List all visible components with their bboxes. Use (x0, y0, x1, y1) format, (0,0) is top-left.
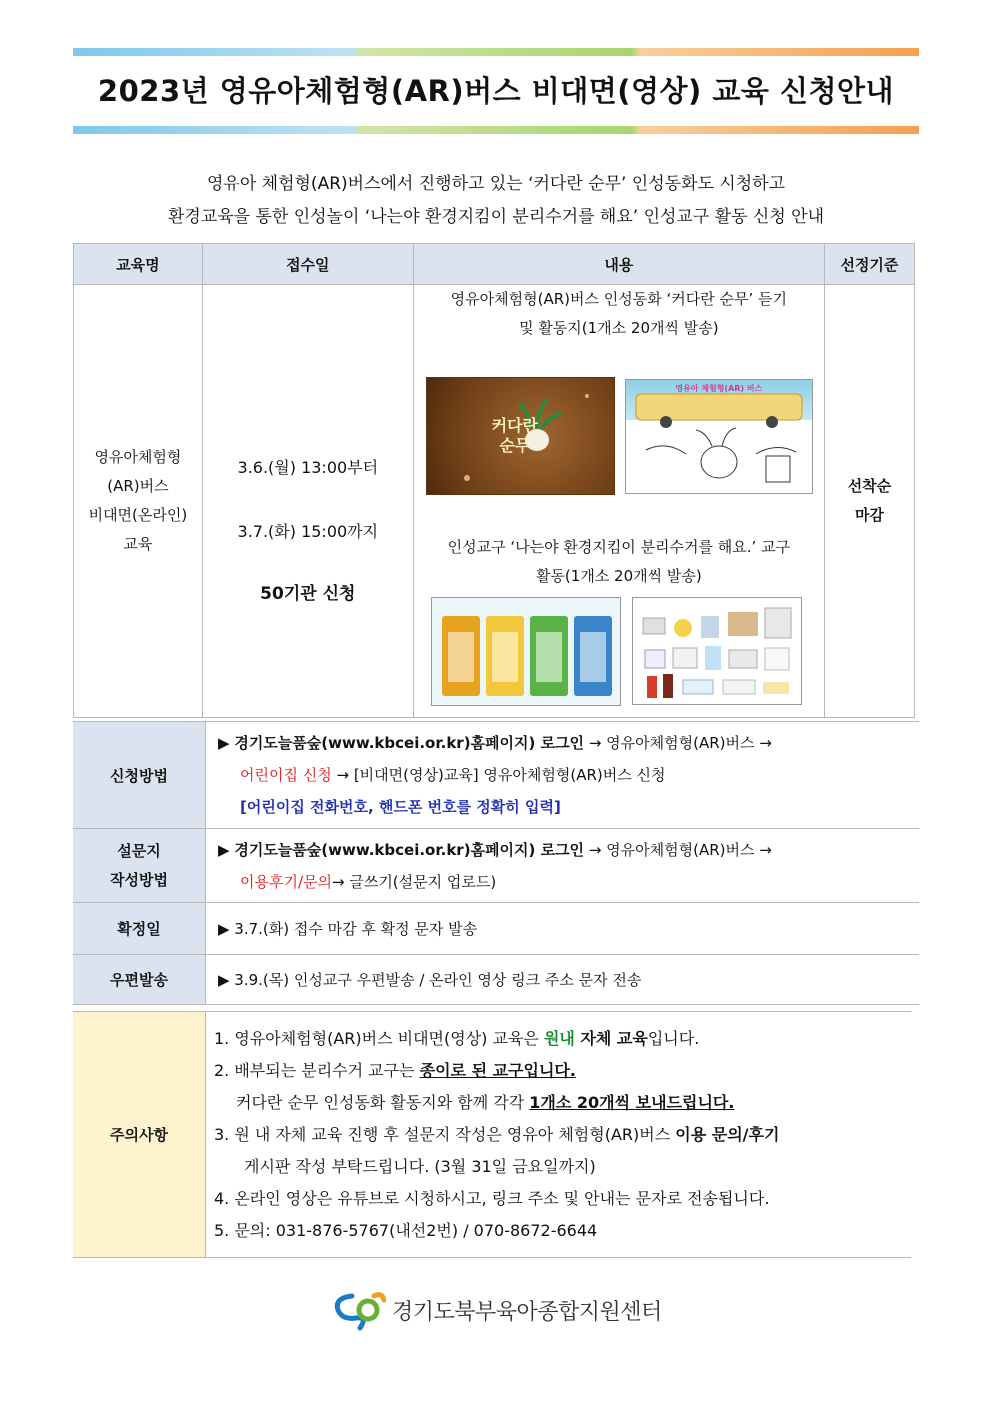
page-title: 2023년 영유아체험형(AR)버스 비대면(영상) 교육 신청안내 (97, 74, 895, 108)
table-header-row (74, 244, 915, 285)
apply-arrow-2: → [비대면(영상)교육] 영유아체험형(AR)버스 신청 (331, 766, 666, 784)
content-item-2-line-1: 인성교구 ‘나는야 환경지킴이 분리수거를 해요.’ 교구 (447, 538, 791, 556)
content-item-1 (414, 285, 824, 343)
criteria-line: 마감 (854, 506, 884, 524)
criteria-line: 선착순 (847, 477, 892, 495)
notice-item-1 (214, 1023, 911, 1055)
notice-row (73, 1012, 911, 1258)
confirm-label: 확정일 (73, 903, 206, 955)
notice-2-cont-text: 커다란 순무 인성동화 활동지와 함께 각각 (236, 1092, 530, 1112)
apply-row (73, 722, 919, 829)
bus-drawing-icon (626, 380, 812, 493)
storybook-title: 커다란 순무 (491, 416, 538, 455)
title-bottom-bar (73, 126, 919, 134)
notice-table (73, 1011, 911, 1258)
header-content: 내용 (413, 244, 824, 285)
edu-name-line: 영유아체험형 (94, 448, 182, 466)
notice-label: 주의사항 (73, 1012, 206, 1258)
survey-arrow-2: → 글쓰기(설문지 업로드) (332, 872, 497, 891)
content-item-2 (414, 533, 824, 591)
edu-name-line: (AR)버스 (107, 477, 169, 495)
mail-value: ▶ 3.9.(목) 인성교구 우편발송 / 온라인 영상 링크 주소 문자 전송 (206, 955, 920, 1005)
criteria-cell (824, 285, 914, 718)
apply-value (206, 722, 920, 829)
intro-line-1: 영유아 체험형(AR)버스에서 진행하고 있는 ‘커다란 순무’ 인성동화도 시청하고 (207, 174, 785, 194)
application-info-table (73, 721, 919, 1005)
survey-site: 경기도늘품숲(www.kbcei.or.kr)홈페이지) 로그인 (234, 840, 585, 859)
recycling-bin-icon (432, 598, 620, 705)
worksheet-title: 영유아 체험형(AR) 버스 (675, 384, 763, 393)
confirm-row (73, 903, 919, 955)
bullet-icon: ▶ (218, 734, 230, 752)
edu-name-cell (74, 285, 203, 718)
notice-item-2 (214, 1055, 911, 1087)
notice-2-underline: 종이로 된 교구입니다. (419, 1060, 576, 1080)
edu-name-line: 교육 (123, 535, 153, 553)
education-table (73, 243, 915, 718)
notice-1-highlight: 원내 (543, 1028, 575, 1048)
notice-1-end: 입니다. (647, 1028, 700, 1048)
storybook-cover-image (426, 377, 615, 495)
survey-arrow-1: → 영유아체험형(AR)버스 → (584, 840, 772, 859)
title-banner (73, 48, 919, 134)
apply-daycare: 어린이집 신청 (240, 766, 332, 784)
survey-review: 이용후기/문의 (240, 872, 332, 891)
worksheet-image (625, 379, 813, 494)
notice-item-2-cont (214, 1087, 911, 1119)
title-top-bar (73, 48, 919, 56)
reception-start: 3.6.(월) 13:00부터 (237, 458, 379, 477)
header-reception: 접수일 (202, 244, 413, 285)
mail-label: 우편발송 (73, 955, 206, 1005)
notice-1-bold: 자체 교육 (574, 1028, 648, 1048)
notice-value (206, 1012, 912, 1258)
survey-value (206, 829, 920, 903)
content-item-2-line-2: 활동(1개소 20개씩 발송) (535, 567, 702, 585)
apply-notice: [어린이집 전화번호, 핸드폰 번호를 정확히 입력] (240, 798, 561, 816)
reception-cell (202, 285, 413, 718)
table-row (74, 285, 915, 718)
apply-label: 신청방법 (73, 722, 206, 829)
survey-row (73, 829, 919, 903)
survey-label-line-2: 작성방법 (110, 870, 168, 889)
notice-1-text: 1. 영유아체험형(AR)버스 비대면(영상) 교육은 (214, 1028, 544, 1048)
notice-item-5: 5. 문의: 031-876-5767(내선2번) / 070-8672-6644 (214, 1220, 598, 1240)
confirm-value: ▶ 3.7.(화) 접수 마감 후 확정 문자 발송 (206, 903, 920, 955)
organization-logo-icon (330, 1288, 386, 1332)
content-cell (413, 285, 824, 718)
notice-2-text: 2. 배부되는 분리수거 교구는 (214, 1060, 420, 1080)
notice-3-text: 3. 원 내 자체 교육 진행 후 설문지 작성은 영유아 체험형(AR)버스 (214, 1124, 676, 1144)
notice-item-3 (214, 1119, 911, 1151)
survey-label (73, 829, 206, 903)
organization-name: 경기도북부육아종합지원센터 (392, 1299, 662, 1325)
apply-site: 경기도늘품숲(www.kbcei.or.kr)홈페이지) 로그인 (234, 734, 585, 752)
mail-row (73, 955, 919, 1005)
recyclable-items-icon (633, 598, 801, 704)
notice-2-cont-underline: 1개소 20개씩 보내드립니다. (529, 1092, 735, 1112)
content-item-1-line-1: 영유아체험형(AR)버스 인성동화 ‘커다란 순무’ 듣기 (450, 290, 787, 308)
intro-line-2: 환경교육을 통한 인성놀이 ‘나는야 환경지킴이 분리수거를 해요’ 인성교구 활동 신청 안내 (167, 207, 825, 227)
bullet-icon: ▶ (218, 840, 230, 859)
intro-text (73, 168, 919, 234)
apply-arrow-1: → 영유아체험형(AR)버스 → (584, 734, 772, 752)
survey-label-line-1: 설문지 (117, 841, 161, 860)
reception-end: 3.7.(화) 15:00까지 (237, 522, 379, 541)
footer-logo (330, 1285, 662, 1335)
content-item-1-line-2: 및 활동지(1개소 20개씩 발송) (519, 319, 719, 337)
header-edu-name: 교육명 (74, 244, 203, 285)
notice-item-3-cont: 게시판 작성 부탁드립니다. (3월 31일 금요일까지) (244, 1156, 596, 1176)
recycling-bins-image (431, 597, 621, 706)
reception-quota: 50기관 신청 (260, 584, 356, 604)
recyclable-items-image (632, 597, 802, 705)
notice-item-4: 4. 온라인 영상은 유튜브로 시청하시고, 링크 주소 및 안내는 문자로 전송됩니다. (214, 1188, 770, 1208)
edu-name-line: 비대면(온라인) (88, 506, 188, 524)
notice-3-bold: 이용 문의/후기 (675, 1124, 780, 1144)
header-criteria: 선정기준 (824, 244, 914, 285)
